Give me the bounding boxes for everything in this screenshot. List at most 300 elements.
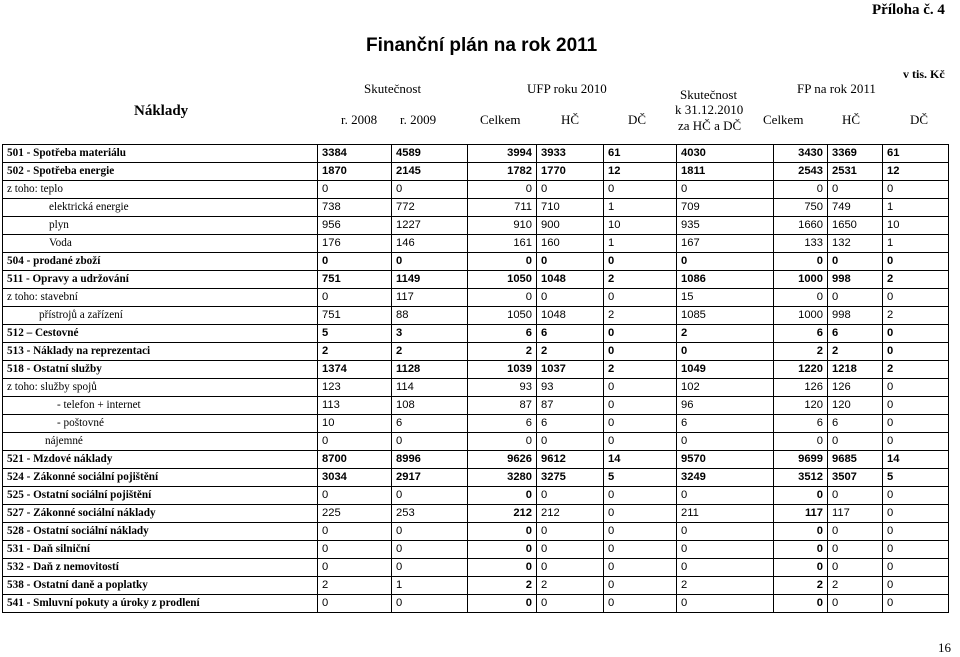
row-label: 502 - Spotřeba energie bbox=[3, 163, 318, 181]
header-fp: FP na rok 2011 bbox=[797, 81, 876, 96]
cell-skut2010: 0 bbox=[677, 487, 774, 505]
cell-ufp-dc: 0 bbox=[604, 505, 677, 523]
table-row bbox=[3, 559, 949, 577]
cell-skut2010: 0 bbox=[677, 343, 774, 361]
cell-skut2010: 2 bbox=[677, 577, 774, 595]
cell-2009: 1 bbox=[392, 577, 468, 595]
cell-2008: 225 bbox=[318, 505, 392, 523]
cell-ufp-hc: 710 bbox=[537, 199, 604, 217]
cell-skut2010: 3249 bbox=[677, 469, 774, 487]
cell-fp-celkem: 0 bbox=[774, 595, 828, 613]
cell-2008: 10 bbox=[318, 415, 392, 433]
cell-fp-dc: 2 bbox=[883, 271, 949, 289]
table-row bbox=[3, 469, 949, 487]
cell-2008: 113 bbox=[318, 397, 392, 415]
cell-fp-celkem: 117 bbox=[774, 505, 828, 523]
cell-ufp-hc: 2 bbox=[537, 343, 604, 361]
cell-ufp-dc: 2 bbox=[604, 271, 677, 289]
cell-fp-dc: 1 bbox=[883, 199, 949, 217]
cell-fp-hc: 1650 bbox=[828, 217, 883, 235]
cell-2008: 751 bbox=[318, 271, 392, 289]
cell-2009: 117 bbox=[392, 289, 468, 307]
cell-skut2010: 0 bbox=[677, 541, 774, 559]
units-label: v tis. Kč bbox=[903, 67, 945, 81]
cell-ufp-dc: 14 bbox=[604, 451, 677, 469]
cell-skut2010: 2 bbox=[677, 325, 774, 343]
cell-ufp-celkem: 3280 bbox=[468, 469, 537, 487]
row-label: nájemné bbox=[3, 433, 318, 451]
cell-ufp-dc: 0 bbox=[604, 343, 677, 361]
cell-2008: 0 bbox=[318, 595, 392, 613]
cell-fp-dc: 2 bbox=[883, 361, 949, 379]
cell-fp-hc: 998 bbox=[828, 271, 883, 289]
table-row bbox=[3, 415, 949, 433]
cell-skut2010: 709 bbox=[677, 199, 774, 217]
cell-ufp-hc: 93 bbox=[537, 379, 604, 397]
cell-2009: 6 bbox=[392, 415, 468, 433]
cell-skut2010: 211 bbox=[677, 505, 774, 523]
cell-fp-celkem: 0 bbox=[774, 433, 828, 451]
cell-fp-dc: 0 bbox=[883, 505, 949, 523]
cell-skut2010: 15 bbox=[677, 289, 774, 307]
row-label: - poštovné bbox=[3, 415, 318, 433]
header-r2009: r. 2009 bbox=[400, 112, 437, 127]
cell-2009: 114 bbox=[392, 379, 468, 397]
table-row bbox=[3, 289, 949, 307]
header-celkem-fp: Celkem bbox=[763, 112, 804, 127]
cell-ufp-celkem: 1039 bbox=[468, 361, 537, 379]
cell-fp-celkem: 6 bbox=[774, 415, 828, 433]
table-row bbox=[3, 235, 949, 253]
cell-ufp-celkem: 0 bbox=[468, 541, 537, 559]
cell-fp-hc: 126 bbox=[828, 379, 883, 397]
cell-skut2010: 0 bbox=[677, 559, 774, 577]
cell-skut2010: 96 bbox=[677, 397, 774, 415]
cell-2009: 88 bbox=[392, 307, 468, 325]
cell-ufp-celkem: 2 bbox=[468, 343, 537, 361]
table-row bbox=[3, 343, 949, 361]
table-row bbox=[3, 397, 949, 415]
cell-2009: 1128 bbox=[392, 361, 468, 379]
cell-ufp-celkem: 161 bbox=[468, 235, 537, 253]
cell-ufp-celkem: 0 bbox=[468, 523, 537, 541]
cell-fp-dc: 0 bbox=[883, 523, 949, 541]
cell-skut2010: 167 bbox=[677, 235, 774, 253]
cell-2008: 0 bbox=[318, 289, 392, 307]
cell-fp-dc: 0 bbox=[883, 433, 949, 451]
table-row bbox=[3, 541, 949, 559]
cell-ufp-dc: 10 bbox=[604, 217, 677, 235]
cell-skut2010: 0 bbox=[677, 433, 774, 451]
row-label: 513 - Náklady na reprezentaci bbox=[3, 343, 318, 361]
cell-2008: 0 bbox=[318, 253, 392, 271]
row-label: 501 - Spotřeba materiálu bbox=[3, 145, 318, 163]
cell-fp-dc: 0 bbox=[883, 181, 949, 199]
cell-fp-hc: 9685 bbox=[828, 451, 883, 469]
table-row bbox=[3, 577, 949, 595]
cell-2009: 0 bbox=[392, 559, 468, 577]
table-row bbox=[3, 379, 949, 397]
cell-ufp-dc: 0 bbox=[604, 595, 677, 613]
cell-fp-hc: 0 bbox=[828, 595, 883, 613]
cell-ufp-hc: 0 bbox=[537, 559, 604, 577]
cell-ufp-hc: 900 bbox=[537, 217, 604, 235]
cell-2008: 3034 bbox=[318, 469, 392, 487]
cell-ufp-celkem: 1050 bbox=[468, 271, 537, 289]
cell-fp-dc: 61 bbox=[883, 145, 949, 163]
cell-fp-dc: 0 bbox=[883, 289, 949, 307]
cell-skut2010: 102 bbox=[677, 379, 774, 397]
cell-skut2010: 0 bbox=[677, 595, 774, 613]
cell-fp-celkem: 3512 bbox=[774, 469, 828, 487]
cell-ufp-hc: 87 bbox=[537, 397, 604, 415]
cell-ufp-hc: 0 bbox=[537, 487, 604, 505]
cell-ufp-celkem: 3994 bbox=[468, 145, 537, 163]
cell-fp-dc: 0 bbox=[883, 577, 949, 595]
row-label: plyn bbox=[3, 217, 318, 235]
cell-skut2010: 935 bbox=[677, 217, 774, 235]
cell-2009: 0 bbox=[392, 253, 468, 271]
cell-2009: 0 bbox=[392, 181, 468, 199]
cell-skut2010: 9570 bbox=[677, 451, 774, 469]
row-label: 528 - Ostatní sociální náklady bbox=[3, 523, 318, 541]
cell-ufp-celkem: 0 bbox=[468, 433, 537, 451]
cell-ufp-celkem: 0 bbox=[468, 289, 537, 307]
cell-skut2010: 4030 bbox=[677, 145, 774, 163]
table-row bbox=[3, 451, 949, 469]
cell-fp-dc: 0 bbox=[883, 541, 949, 559]
header-dc-fp: DČ bbox=[910, 112, 929, 127]
table-row bbox=[3, 181, 949, 199]
cell-fp-celkem: 1220 bbox=[774, 361, 828, 379]
cell-fp-celkem: 0 bbox=[774, 559, 828, 577]
row-label: z toho: služby spojů bbox=[3, 379, 318, 397]
row-label: 538 - Ostatní daně a poplatky bbox=[3, 577, 318, 595]
cell-fp-hc: 0 bbox=[828, 181, 883, 199]
row-label: 521 - Mzdové náklady bbox=[3, 451, 318, 469]
cell-2008: 3384 bbox=[318, 145, 392, 163]
cell-ufp-dc: 0 bbox=[604, 397, 677, 415]
header-ufp: UFP roku 2010 bbox=[527, 81, 607, 96]
row-label: 511 - Opravy a udržování bbox=[3, 271, 318, 289]
cell-ufp-dc: 0 bbox=[604, 325, 677, 343]
cell-2009: 0 bbox=[392, 523, 468, 541]
table-row bbox=[3, 253, 949, 271]
table-row bbox=[3, 271, 949, 289]
cell-skut2010: 1811 bbox=[677, 163, 774, 181]
cell-ufp-celkem: 0 bbox=[468, 253, 537, 271]
header-naklady: Náklady bbox=[134, 103, 189, 119]
table-row bbox=[3, 433, 949, 451]
cell-ufp-dc: 0 bbox=[604, 289, 677, 307]
header-hc-ufp: HČ bbox=[561, 112, 580, 127]
cell-ufp-dc: 0 bbox=[604, 577, 677, 595]
cell-2009: 3 bbox=[392, 325, 468, 343]
cell-ufp-dc: 0 bbox=[604, 253, 677, 271]
header-r2008: r. 2008 bbox=[341, 112, 378, 127]
cell-fp-celkem: 0 bbox=[774, 487, 828, 505]
cell-ufp-dc: 0 bbox=[604, 559, 677, 577]
cell-ufp-hc: 6 bbox=[537, 325, 604, 343]
cell-ufp-hc: 6 bbox=[537, 415, 604, 433]
cell-fp-celkem: 0 bbox=[774, 181, 828, 199]
table-row bbox=[3, 217, 949, 235]
cell-2008: 8700 bbox=[318, 451, 392, 469]
table-row bbox=[3, 199, 949, 217]
table-row bbox=[3, 307, 949, 325]
cell-fp-celkem: 9699 bbox=[774, 451, 828, 469]
cell-2008: 1870 bbox=[318, 163, 392, 181]
cell-2008: 1374 bbox=[318, 361, 392, 379]
row-label: Voda bbox=[3, 235, 318, 253]
cell-fp-hc: 2531 bbox=[828, 163, 883, 181]
cell-ufp-dc: 61 bbox=[604, 145, 677, 163]
cell-2009: 0 bbox=[392, 595, 468, 613]
cell-ufp-celkem: 212 bbox=[468, 505, 537, 523]
row-label: 518 - Ostatní služby bbox=[3, 361, 318, 379]
row-label: 532 - Daň z nemovitostí bbox=[3, 559, 318, 577]
cell-fp-celkem: 2543 bbox=[774, 163, 828, 181]
row-label: 531 - Daň silniční bbox=[3, 541, 318, 559]
cell-2009: 0 bbox=[392, 433, 468, 451]
cell-ufp-hc: 9612 bbox=[537, 451, 604, 469]
appendix-label: Příloha č. 4 bbox=[872, 2, 945, 18]
table-row bbox=[3, 163, 949, 181]
cell-ufp-hc: 0 bbox=[537, 289, 604, 307]
table-row bbox=[3, 595, 949, 613]
cell-skut2010: 1085 bbox=[677, 307, 774, 325]
cell-fp-dc: 0 bbox=[883, 325, 949, 343]
cell-2008: 2 bbox=[318, 577, 392, 595]
cell-fp-dc: 5 bbox=[883, 469, 949, 487]
cell-2009: 4589 bbox=[392, 145, 468, 163]
cell-ufp-hc: 0 bbox=[537, 595, 604, 613]
row-label: elektrická energie bbox=[3, 199, 318, 217]
cell-fp-hc: 0 bbox=[828, 541, 883, 559]
cell-ufp-dc: 0 bbox=[604, 541, 677, 559]
cell-ufp-hc: 1037 bbox=[537, 361, 604, 379]
cell-2008: 0 bbox=[318, 181, 392, 199]
cell-ufp-celkem: 711 bbox=[468, 199, 537, 217]
cell-2008: 0 bbox=[318, 559, 392, 577]
cell-ufp-hc: 160 bbox=[537, 235, 604, 253]
page-number: 16 bbox=[938, 640, 951, 655]
cell-ufp-hc: 0 bbox=[537, 541, 604, 559]
cell-2009: 0 bbox=[392, 541, 468, 559]
cell-fp-celkem: 126 bbox=[774, 379, 828, 397]
cell-2008: 956 bbox=[318, 217, 392, 235]
cell-ufp-celkem: 0 bbox=[468, 559, 537, 577]
cell-ufp-dc: 1 bbox=[604, 199, 677, 217]
cell-fp-hc: 3369 bbox=[828, 145, 883, 163]
cell-fp-dc: 0 bbox=[883, 559, 949, 577]
cell-ufp-hc: 212 bbox=[537, 505, 604, 523]
cell-ufp-celkem: 87 bbox=[468, 397, 537, 415]
row-label: z toho: teplo bbox=[3, 181, 318, 199]
table-row bbox=[3, 505, 949, 523]
cell-ufp-celkem: 910 bbox=[468, 217, 537, 235]
cell-ufp-celkem: 9626 bbox=[468, 451, 537, 469]
cell-ufp-hc: 0 bbox=[537, 433, 604, 451]
cell-2009: 1149 bbox=[392, 271, 468, 289]
table-row bbox=[3, 523, 949, 541]
cell-fp-dc: 0 bbox=[883, 415, 949, 433]
cell-fp-dc: 0 bbox=[883, 343, 949, 361]
cell-fp-hc: 0 bbox=[828, 289, 883, 307]
header-skutecnost: Skutečnost bbox=[364, 81, 422, 96]
cell-ufp-hc: 3933 bbox=[537, 145, 604, 163]
cell-fp-dc: 0 bbox=[883, 379, 949, 397]
cell-skut2010: 6 bbox=[677, 415, 774, 433]
row-label: 512 – Cestovné bbox=[3, 325, 318, 343]
cell-fp-celkem: 2 bbox=[774, 577, 828, 595]
cell-skut2010: 0 bbox=[677, 253, 774, 271]
cell-ufp-hc: 0 bbox=[537, 253, 604, 271]
header-skut2010-line2: k 31.12.2010 bbox=[675, 102, 744, 117]
page-title: Finanční plán na rok 2011 bbox=[366, 35, 598, 56]
cell-fp-celkem: 120 bbox=[774, 397, 828, 415]
cell-fp-celkem: 0 bbox=[774, 289, 828, 307]
row-label: 524 - Zákonné sociální pojištění bbox=[3, 469, 318, 487]
cell-fp-hc: 1218 bbox=[828, 361, 883, 379]
row-label: 525 - Ostatní sociální pojištění bbox=[3, 487, 318, 505]
cell-fp-celkem: 0 bbox=[774, 541, 828, 559]
cell-2009: 2917 bbox=[392, 469, 468, 487]
cell-fp-hc: 2 bbox=[828, 577, 883, 595]
cell-fp-celkem: 1000 bbox=[774, 307, 828, 325]
cell-2008: 123 bbox=[318, 379, 392, 397]
cell-fp-celkem: 0 bbox=[774, 253, 828, 271]
cell-ufp-celkem: 0 bbox=[468, 181, 537, 199]
cell-ufp-dc: 0 bbox=[604, 415, 677, 433]
header-skut2010-line3: za HČ a DČ bbox=[678, 118, 742, 133]
cell-fp-celkem: 133 bbox=[774, 235, 828, 253]
cell-ufp-hc: 1048 bbox=[537, 271, 604, 289]
cell-fp-hc: 0 bbox=[828, 433, 883, 451]
cell-fp-hc: 2 bbox=[828, 343, 883, 361]
cell-ufp-hc: 1048 bbox=[537, 307, 604, 325]
cell-fp-hc: 6 bbox=[828, 415, 883, 433]
cell-fp-celkem: 3430 bbox=[774, 145, 828, 163]
row-label: 527 - Zákonné sociální náklady bbox=[3, 505, 318, 523]
cell-2008: 2 bbox=[318, 343, 392, 361]
cell-ufp-celkem: 6 bbox=[468, 325, 537, 343]
row-label: z toho: stavební bbox=[3, 289, 318, 307]
table-row bbox=[3, 145, 949, 163]
cell-2008: 0 bbox=[318, 523, 392, 541]
cell-ufp-dc: 0 bbox=[604, 379, 677, 397]
cell-ufp-dc: 12 bbox=[604, 163, 677, 181]
cell-fp-hc: 749 bbox=[828, 199, 883, 217]
table-row bbox=[3, 325, 949, 343]
cell-ufp-hc: 2 bbox=[537, 577, 604, 595]
cell-fp-celkem: 750 bbox=[774, 199, 828, 217]
cell-fp-hc: 0 bbox=[828, 559, 883, 577]
cell-skut2010: 1086 bbox=[677, 271, 774, 289]
cell-fp-celkem: 0 bbox=[774, 523, 828, 541]
cell-ufp-celkem: 0 bbox=[468, 595, 537, 613]
cell-fp-celkem: 6 bbox=[774, 325, 828, 343]
cell-2008: 0 bbox=[318, 433, 392, 451]
cell-ufp-dc: 0 bbox=[604, 487, 677, 505]
cell-fp-dc: 10 bbox=[883, 217, 949, 235]
cell-skut2010: 0 bbox=[677, 523, 774, 541]
cell-fp-hc: 0 bbox=[828, 487, 883, 505]
cell-2008: 176 bbox=[318, 235, 392, 253]
cell-fp-dc: 14 bbox=[883, 451, 949, 469]
cell-fp-dc: 0 bbox=[883, 595, 949, 613]
row-label: - telefon + internet bbox=[3, 397, 318, 415]
header-celkem-ufp: Celkem bbox=[480, 112, 521, 127]
cell-fp-celkem: 1000 bbox=[774, 271, 828, 289]
header-skut2010-line1: Skutečnost bbox=[680, 87, 738, 102]
cell-ufp-celkem: 0 bbox=[468, 487, 537, 505]
cell-fp-dc: 0 bbox=[883, 487, 949, 505]
header-hc-fp: HČ bbox=[842, 112, 861, 127]
cell-ufp-celkem: 2 bbox=[468, 577, 537, 595]
cell-2009: 8996 bbox=[392, 451, 468, 469]
cell-fp-hc: 0 bbox=[828, 523, 883, 541]
cell-fp-celkem: 1660 bbox=[774, 217, 828, 235]
cell-ufp-dc: 0 bbox=[604, 523, 677, 541]
cell-fp-dc: 2 bbox=[883, 307, 949, 325]
header-dc-ufp: DČ bbox=[628, 112, 647, 127]
cell-skut2010: 0 bbox=[677, 181, 774, 199]
cell-ufp-dc: 5 bbox=[604, 469, 677, 487]
budget-table bbox=[2, 144, 949, 613]
cell-fp-hc: 3507 bbox=[828, 469, 883, 487]
cell-ufp-dc: 1 bbox=[604, 235, 677, 253]
cell-fp-dc: 0 bbox=[883, 253, 949, 271]
cell-2009: 2145 bbox=[392, 163, 468, 181]
cell-fp-hc: 998 bbox=[828, 307, 883, 325]
cell-2008: 0 bbox=[318, 487, 392, 505]
row-label: 504 - prodané zboží bbox=[3, 253, 318, 271]
cell-2009: 253 bbox=[392, 505, 468, 523]
table-row bbox=[3, 487, 949, 505]
cell-ufp-dc: 2 bbox=[604, 307, 677, 325]
cell-fp-hc: 117 bbox=[828, 505, 883, 523]
cell-ufp-hc: 1770 bbox=[537, 163, 604, 181]
cell-2008: 751 bbox=[318, 307, 392, 325]
cell-ufp-hc: 3275 bbox=[537, 469, 604, 487]
table-row bbox=[3, 361, 949, 379]
cell-fp-dc: 12 bbox=[883, 163, 949, 181]
cell-ufp-hc: 0 bbox=[537, 523, 604, 541]
cell-fp-dc: 1 bbox=[883, 235, 949, 253]
cell-fp-celkem: 2 bbox=[774, 343, 828, 361]
cell-2009: 146 bbox=[392, 235, 468, 253]
cell-ufp-celkem: 1782 bbox=[468, 163, 537, 181]
cell-ufp-celkem: 1050 bbox=[468, 307, 537, 325]
cell-2009: 772 bbox=[392, 199, 468, 217]
cell-fp-hc: 6 bbox=[828, 325, 883, 343]
row-label: 541 - Smluvní pokuty a úroky z prodlení bbox=[3, 595, 318, 613]
cell-fp-hc: 0 bbox=[828, 253, 883, 271]
cell-ufp-dc: 0 bbox=[604, 181, 677, 199]
cell-ufp-celkem: 93 bbox=[468, 379, 537, 397]
cell-2008: 0 bbox=[318, 541, 392, 559]
cell-2009: 108 bbox=[392, 397, 468, 415]
cell-2009: 1227 bbox=[392, 217, 468, 235]
cell-2009: 2 bbox=[392, 343, 468, 361]
cell-ufp-hc: 0 bbox=[537, 181, 604, 199]
cell-ufp-dc: 0 bbox=[604, 433, 677, 451]
cell-fp-dc: 0 bbox=[883, 397, 949, 415]
cell-skut2010: 1049 bbox=[677, 361, 774, 379]
cell-ufp-dc: 2 bbox=[604, 361, 677, 379]
row-label: přístrojů a zařízení bbox=[3, 307, 318, 325]
